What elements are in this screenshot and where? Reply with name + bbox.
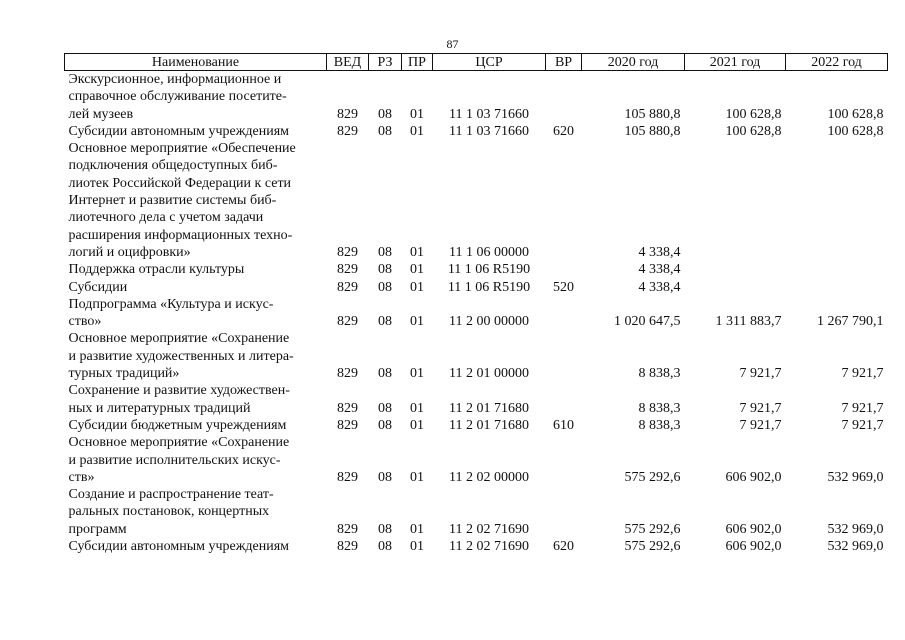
amount-2022-cell [786, 140, 888, 261]
name-cell [65, 330, 327, 382]
name-line: и развитие художественных и литера- [68, 348, 294, 364]
amount-2022-cell [786, 279, 888, 296]
amount-2020-cell: 575 292,6 [624, 521, 681, 537]
table-row [65, 296, 888, 331]
rz-cell: 08 [378, 244, 392, 260]
header-csr: ЦСР [433, 54, 546, 71]
amount-2021-cell: 7 921,7 [739, 400, 782, 416]
table-row [65, 434, 888, 486]
name-line: турных традиций» [68, 366, 180, 382]
csr-cell: 11 2 02 00000 [449, 469, 529, 485]
page-number: 87 [446, 37, 459, 51]
name-line: лиотек Российской Федерации к сети [68, 175, 292, 191]
table-row [65, 123, 888, 140]
vr-cell: 620 [553, 123, 574, 139]
name-line: лей музеев [68, 106, 134, 122]
name-cell [65, 434, 327, 486]
table-header-row [65, 54, 888, 71]
amount-2021-cell [685, 140, 786, 261]
amount-2021-cell: 606 902,0 [725, 521, 782, 537]
rz-cell: 08 [378, 366, 392, 382]
csr-cell: 11 2 01 00000 [449, 366, 529, 382]
pr-cell: 01 [410, 469, 424, 485]
name-line: Субсидии [68, 279, 128, 295]
rz-cell: 08 [378, 539, 392, 555]
name-line: справочное обслуживание посетите- [68, 89, 287, 105]
amount-2022-cell [786, 261, 888, 278]
name-line: Основное мероприятие «Сохранение [68, 435, 290, 451]
amount-2021-cell: 606 902,0 [725, 539, 782, 555]
name-line: Основное мероприятие «Обеспечение [68, 141, 296, 157]
rz-cell: 08 [378, 521, 392, 537]
amount-2022-cell: 7 921,7 [841, 400, 884, 416]
name-line: Поддержка отрасли культуры [68, 262, 245, 278]
amount-2021-cell [685, 261, 786, 278]
amount-2022-cell: 7 921,7 [841, 366, 884, 382]
ved-cell: 829 [337, 539, 358, 555]
table-row [65, 417, 888, 434]
amount-2022-cell: 100 628,8 [827, 123, 884, 139]
vr-cell [546, 330, 582, 382]
amount-2020-cell: 105 880,8 [624, 123, 681, 139]
csr-cell: 11 1 03 71660 [449, 123, 529, 139]
amount-2021-cell: 1 311 883,7 [715, 314, 782, 330]
amount-2020-cell: 8 838,3 [638, 417, 681, 433]
table-row [65, 261, 888, 278]
pr-cell: 01 [410, 366, 424, 382]
amount-2022-cell: 532 969,0 [827, 521, 884, 537]
name-cell [65, 486, 327, 538]
name-cell [65, 123, 327, 140]
name-line: ств» [68, 469, 95, 485]
csr-cell: 11 2 01 71680 [449, 400, 529, 416]
amount-2020-cell: 4 338,4 [638, 262, 681, 278]
amount-2020-cell: 575 292,6 [624, 469, 681, 485]
header-ved: ВЕД [327, 54, 369, 71]
vr-cell [546, 296, 582, 331]
rz-cell: 08 [378, 314, 392, 330]
name-line: Экскурсионное, информационное и [68, 72, 282, 87]
csr-cell: 11 1 06 R5190 [447, 262, 531, 278]
table-row [65, 71, 888, 123]
header-vr: ВР [546, 54, 582, 71]
name-line: расширения информационных техно- [68, 227, 293, 243]
table-row [65, 330, 888, 382]
table-row [65, 140, 888, 261]
table-row [65, 538, 888, 555]
ved-cell: 829 [337, 106, 358, 122]
amount-2022-cell: 532 969,0 [827, 539, 884, 555]
pr-cell: 01 [410, 123, 424, 139]
amount-2021-cell: 100 628,8 [725, 123, 782, 139]
name-line: программ [68, 521, 127, 537]
csr-cell: 11 2 01 71680 [449, 417, 529, 433]
name-cell [65, 71, 327, 123]
vr-cell: 610 [553, 417, 574, 433]
name-cell [65, 538, 327, 555]
name-cell [65, 140, 327, 261]
amount-2022-cell: 100 628,8 [827, 106, 884, 122]
name-line: Создание и распространение теат- [68, 487, 274, 503]
name-line: Субсидии автономным учреждениям [68, 123, 290, 139]
amount-2021-cell: 606 902,0 [725, 469, 782, 485]
name-line: Интернет и развитие системы биб- [68, 193, 277, 209]
table-row [65, 382, 888, 417]
amount-2022-cell: 532 969,0 [827, 469, 884, 485]
csr-cell: 11 1 06 00000 [449, 244, 529, 260]
amount-2020-cell: 8 838,3 [638, 366, 681, 382]
name-line: ных и литературных традиций [68, 400, 251, 416]
header-2022: 2022 год [786, 54, 888, 71]
name-line: ство» [68, 314, 102, 330]
rz-cell: 08 [378, 279, 392, 295]
ved-cell: 829 [337, 314, 358, 330]
budget-table [64, 53, 888, 555]
name-line: Субсидии автономным учреждениям [68, 539, 290, 555]
amount-2020-cell: 4 338,4 [638, 244, 681, 260]
name-line: Субсидии бюджетным учреждениям [68, 417, 287, 433]
csr-cell: 11 1 03 71660 [449, 106, 529, 122]
pr-cell: 01 [410, 400, 424, 416]
rz-cell: 08 [378, 262, 392, 278]
name-cell [65, 261, 327, 278]
name-line: Сохранение и развитие художествен- [68, 383, 290, 399]
name-cell [65, 382, 327, 417]
table-row [65, 279, 888, 296]
name-line: подключения общедоступных биб- [68, 158, 278, 174]
header-name: Наименование [65, 54, 327, 71]
ved-cell: 829 [337, 417, 358, 433]
header-pr: ПР [402, 54, 433, 71]
amount-2020-cell: 8 838,3 [638, 400, 681, 416]
amount-2021-cell: 7 921,7 [739, 417, 782, 433]
csr-cell: 11 2 02 71690 [449, 539, 529, 555]
name-line: ральных постановок, концертных [68, 504, 270, 520]
rz-cell: 08 [378, 106, 392, 122]
amount-2022-cell: 7 921,7 [841, 417, 884, 433]
vr-cell [546, 71, 582, 123]
pr-cell: 01 [410, 539, 424, 555]
table-body [65, 71, 888, 556]
rz-cell: 08 [378, 417, 392, 433]
name-cell [65, 296, 327, 331]
amount-2020-cell: 575 292,6 [624, 539, 681, 555]
rz-cell: 08 [378, 123, 392, 139]
name-cell [65, 279, 327, 296]
ved-cell: 829 [337, 123, 358, 139]
pr-cell: 01 [410, 279, 424, 295]
pr-cell: 01 [410, 314, 424, 330]
table-row [65, 486, 888, 538]
header-rz: РЗ [369, 54, 402, 71]
name-line: и развитие исполнительских искус- [68, 452, 281, 468]
ved-cell: 829 [337, 279, 358, 295]
amount-2021-cell: 7 921,7 [739, 366, 782, 382]
amount-2022-cell: 1 267 790,1 [817, 314, 884, 330]
ved-cell: 829 [337, 366, 358, 382]
ved-cell: 829 [337, 244, 358, 260]
amount-2021-cell: 100 628,8 [725, 106, 782, 122]
pr-cell: 01 [410, 106, 424, 122]
csr-cell: 11 1 06 R5190 [447, 279, 531, 295]
ved-cell: 829 [337, 469, 358, 485]
vr-cell [546, 382, 582, 417]
name-cell [65, 417, 327, 434]
rz-cell: 08 [378, 400, 392, 416]
csr-cell: 11 2 02 71690 [449, 521, 529, 537]
header-2020: 2020 год [582, 54, 685, 71]
ved-cell: 829 [337, 521, 358, 537]
pr-cell: 01 [410, 521, 424, 537]
amount-2021-cell [685, 279, 786, 296]
vr-cell [546, 261, 582, 278]
pr-cell: 01 [410, 262, 424, 278]
name-line: логий и оцифровки» [68, 244, 191, 260]
rz-cell: 08 [378, 469, 392, 485]
vr-cell: 620 [553, 539, 574, 555]
pr-cell: 01 [410, 244, 424, 260]
vr-cell [546, 140, 582, 261]
pr-cell: 01 [410, 417, 424, 433]
name-line: Основное мероприятие «Сохранение [68, 331, 290, 347]
header-2021: 2021 год [685, 54, 786, 71]
ved-cell: 829 [337, 262, 358, 278]
vr-cell [546, 434, 582, 486]
vr-cell: 520 [553, 279, 574, 295]
csr-cell: 11 2 00 00000 [449, 314, 529, 330]
amount-2020-cell: 105 880,8 [624, 106, 681, 122]
amount-2020-cell: 4 338,4 [638, 279, 681, 295]
ved-cell: 829 [337, 400, 358, 416]
name-line: лиотечного дела с учетом задачи [68, 210, 264, 226]
vr-cell [546, 486, 582, 538]
name-line: Подпрограмма «Культура и искус- [68, 296, 274, 312]
amount-2020-cell: 1 020 647,5 [614, 314, 681, 330]
